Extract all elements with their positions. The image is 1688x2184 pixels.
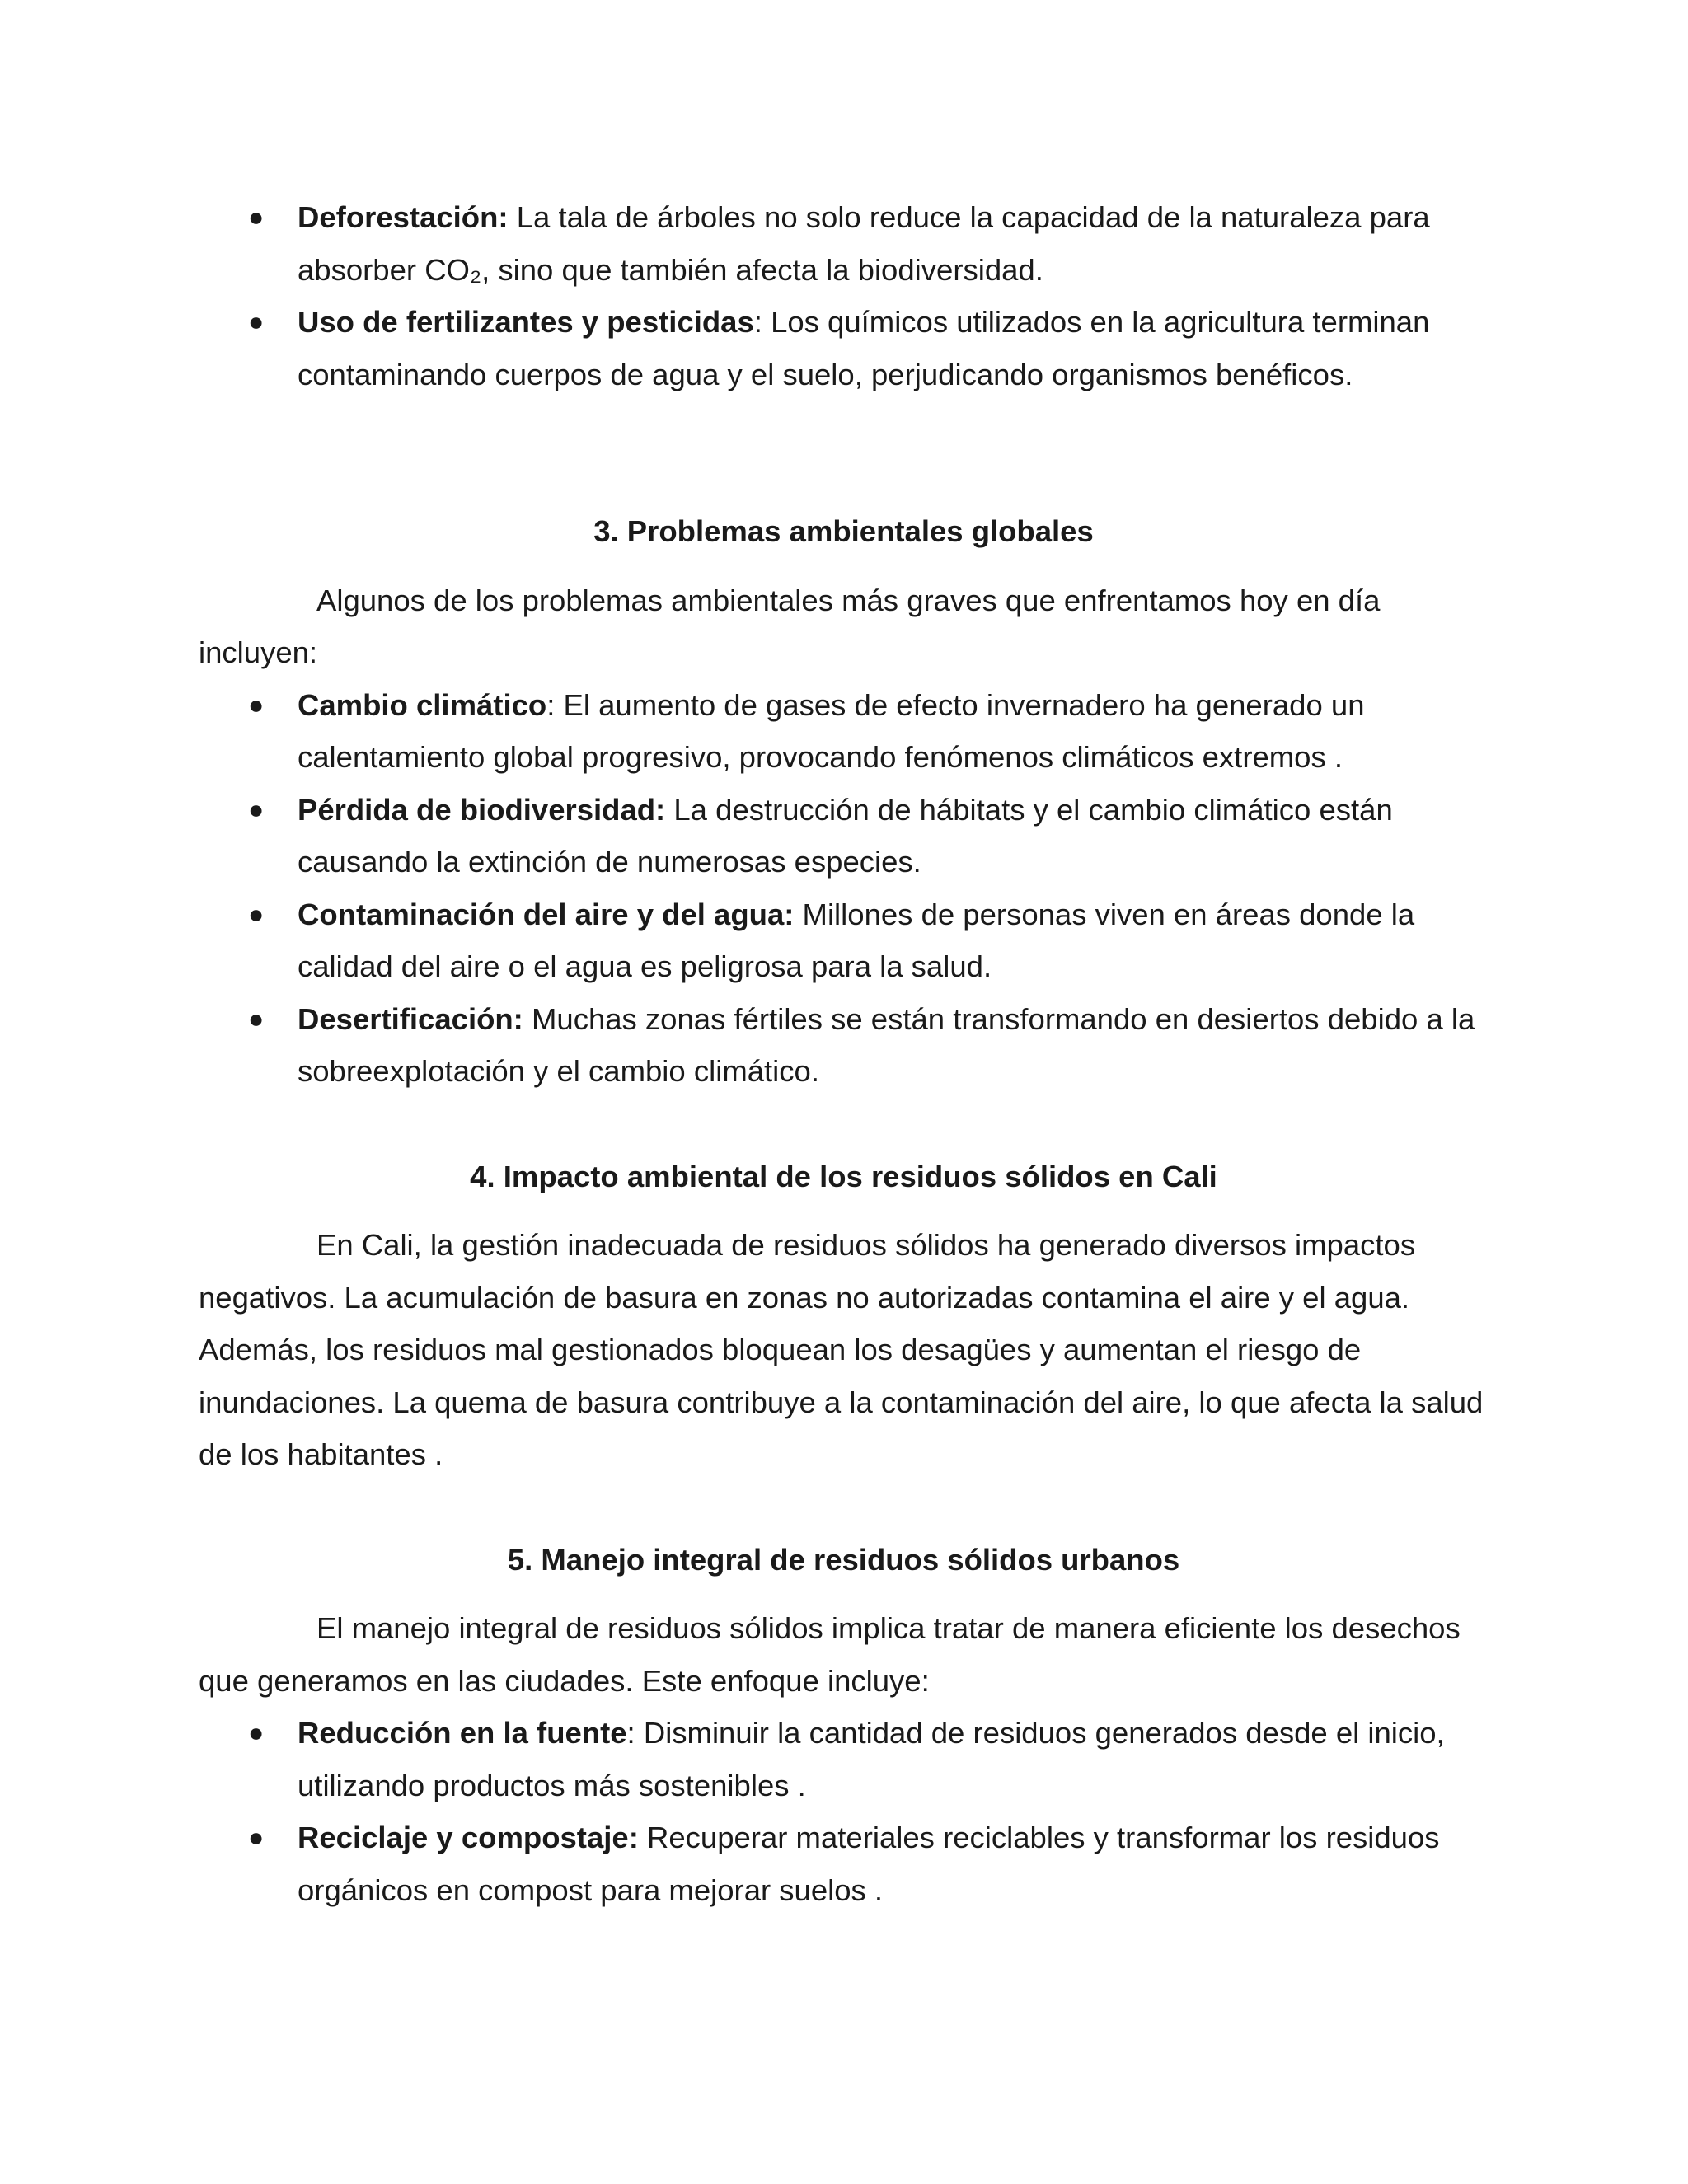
item-text: La tala de árboles no solo reduce la capacidad de la naturaleza para absorber CO₂, sino que también afecta la biodiversidad. bbox=[298, 200, 1430, 287]
section3-bullet-list bbox=[199, 679, 1489, 1098]
item-text: Recuperar materiales reciclables y transformar los residuos orgánicos en compost para mejorar suelos . bbox=[298, 1821, 1440, 1907]
list-item bbox=[199, 888, 1489, 993]
section-heading: 5. Manejo integral de residuos sólidos urbanos bbox=[507, 1542, 1180, 1577]
item-term: Reciclaje y compostaje: bbox=[298, 1821, 639, 1854]
section-intro: El manejo integral de residuos sólidos implica tratar de manera eficiente los desechos que generamos en las ciudades. Este enfoque incluye: bbox=[199, 1611, 1461, 1698]
section-heading: 3. Problemas ambientales globales bbox=[593, 514, 1094, 548]
list-item bbox=[199, 1707, 1489, 1811]
list-item bbox=[199, 993, 1489, 1098]
document-page bbox=[199, 191, 1489, 1916]
bullet-icon: ● bbox=[248, 202, 265, 232]
item-term: Desertificación: bbox=[298, 1001, 523, 1036]
item-text: : El aumento de gases de efecto invernadero ha generado un calentamiento global progresivo, provocando fenómenos climáticos extremos . bbox=[298, 687, 1365, 774]
section-intro: Algunos de los problemas ambientales más graves que enfrentamos hoy en día incluyen: bbox=[199, 583, 1381, 669]
item-term: Contaminación del aire y del agua: bbox=[298, 897, 795, 931]
section-heading: 4. Impacto ambiental de los residuos sólidos en Cali bbox=[470, 1159, 1217, 1193]
bullet-icon: ● bbox=[248, 1003, 265, 1033]
list-item bbox=[199, 191, 1489, 296]
item-text: La destrucción de hábitats y el cambio climático están causando la extinción de numerosas especies. bbox=[298, 792, 1393, 879]
list-item bbox=[199, 1811, 1489, 1916]
top-bullet-list bbox=[199, 191, 1489, 401]
item-term: Cambio climático bbox=[298, 687, 547, 722]
bullet-icon: ● bbox=[248, 689, 265, 719]
item-term: Uso de fertilizantes y pesticidas bbox=[298, 305, 754, 339]
item-term: Deforestación: bbox=[298, 200, 509, 234]
item-text: : Disminuir la cantidad de residuos generados desde el inicio, utilizando productos más sostenibles . bbox=[298, 1716, 1445, 1802]
list-item bbox=[199, 679, 1489, 784]
item-text: Muchas zonas fértiles se están transformando en desiertos debido a la sobreexplotación y el cambio climático. bbox=[298, 1001, 1475, 1088]
bullet-icon: ● bbox=[248, 794, 265, 824]
bullet-icon: ● bbox=[248, 1718, 265, 1747]
item-text: : Los químicos utilizados en la agricultura terminan contaminando cuerpos de agua y el suelo, perjudicando organismos benéficos. bbox=[298, 305, 1430, 391]
bullet-icon: ● bbox=[248, 898, 265, 929]
list-item bbox=[199, 784, 1489, 888]
list-item bbox=[199, 296, 1489, 401]
bullet-icon: ● bbox=[248, 1822, 265, 1852]
item-text: Millones de personas viven en áreas donde la calidad del aire o el agua es peligrosa para la salud. bbox=[298, 897, 1415, 983]
bullet-icon: ● bbox=[248, 307, 265, 336]
section-body: En Cali, la gestión inadecuada de residuos sólidos ha generado diversos impactos negativos. La acumulación de basura en zonas no autorizadas contamina el aire y el agua. Además, los residuos mal gestionados bloquean los desagües y aumentan el riesgo de inundaciones. La quema de basura contribuye a la contaminación del aire, lo que afecta la salud de los habitantes . bbox=[199, 1228, 1484, 1471]
section5-bullet-list bbox=[199, 1707, 1489, 1916]
item-term: Reducción en la fuente bbox=[298, 1716, 627, 1750]
item-term: Pérdida de biodiversidad: bbox=[298, 792, 666, 827]
